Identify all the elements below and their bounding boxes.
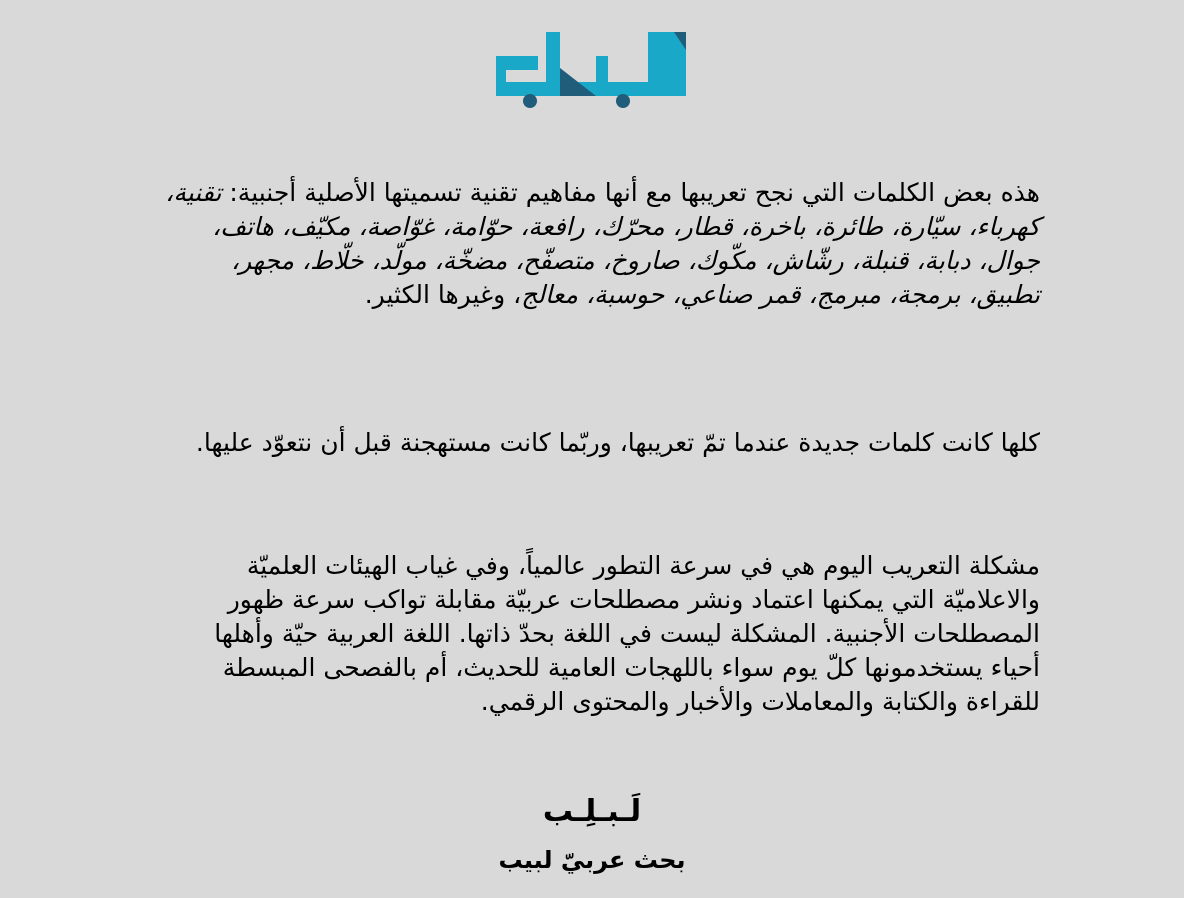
- paragraph-text: كلها كانت كلمات جديدة عندما تمّ تعريبها، وربّما كانت مستهجنة قبل أن نتعوّد عليها.: [195, 428, 1040, 457]
- paragraph-ending-text: ، وغيرها الكثير.: [364, 280, 522, 309]
- paragraph-text: مشكلة التعريب اليوم هي في سرعة التطور عالمياً، وفي غياب الهيئات العلميّة والاعلاميّة التي يمكنها اعتماد ونشر مصطلحات عربيّة مقابلة تواكب سرعة ظهور المصطلحات الأجنبية. المشكلة ليست في اللغة بحدّ ذاتها. اللغة العربية حيّة وأهلها أحياء يستخدمونها كلّ يوم سواء باللهجات العامية للحديث، أم بالفصحى المبسطة للقراءة والكتابة والمعاملات والأخبار والمحتوى الرقمي.: [214, 551, 1040, 716]
- paragraph-new-words: [160, 426, 1040, 460]
- arabized-words-list: تقنية، كهرباء، سيّارة، طائرة، باخرة، قطار، محرّك، رافعة، حوّامة، غوّاصة، مكيّف، هاتف، جوال، دبابة، قنبلة، رشّاش، مكّوك، صاروخ، متصفّح، مضخّة، مولّد، خلّاط، مجهر، تطبيق، برمجة، مبرمج، قمر صناعي، حوسبة، معالج: [165, 178, 1040, 309]
- paragraph-intro-text: هذه بعض الكلمات التي نجح تعريبها مع أنها مفاهيم تقنية تسميتها الأصلية أجنبية:: [221, 178, 1040, 207]
- labib-logo: [496, 30, 688, 108]
- signature-tagline: بحث عربيّ لبيب: [498, 846, 686, 874]
- paragraph-arabized-words: [160, 176, 1040, 312]
- paragraph-arabization-problem: [160, 549, 1040, 719]
- signature-brand-name: لَـبـلِـب: [542, 794, 642, 829]
